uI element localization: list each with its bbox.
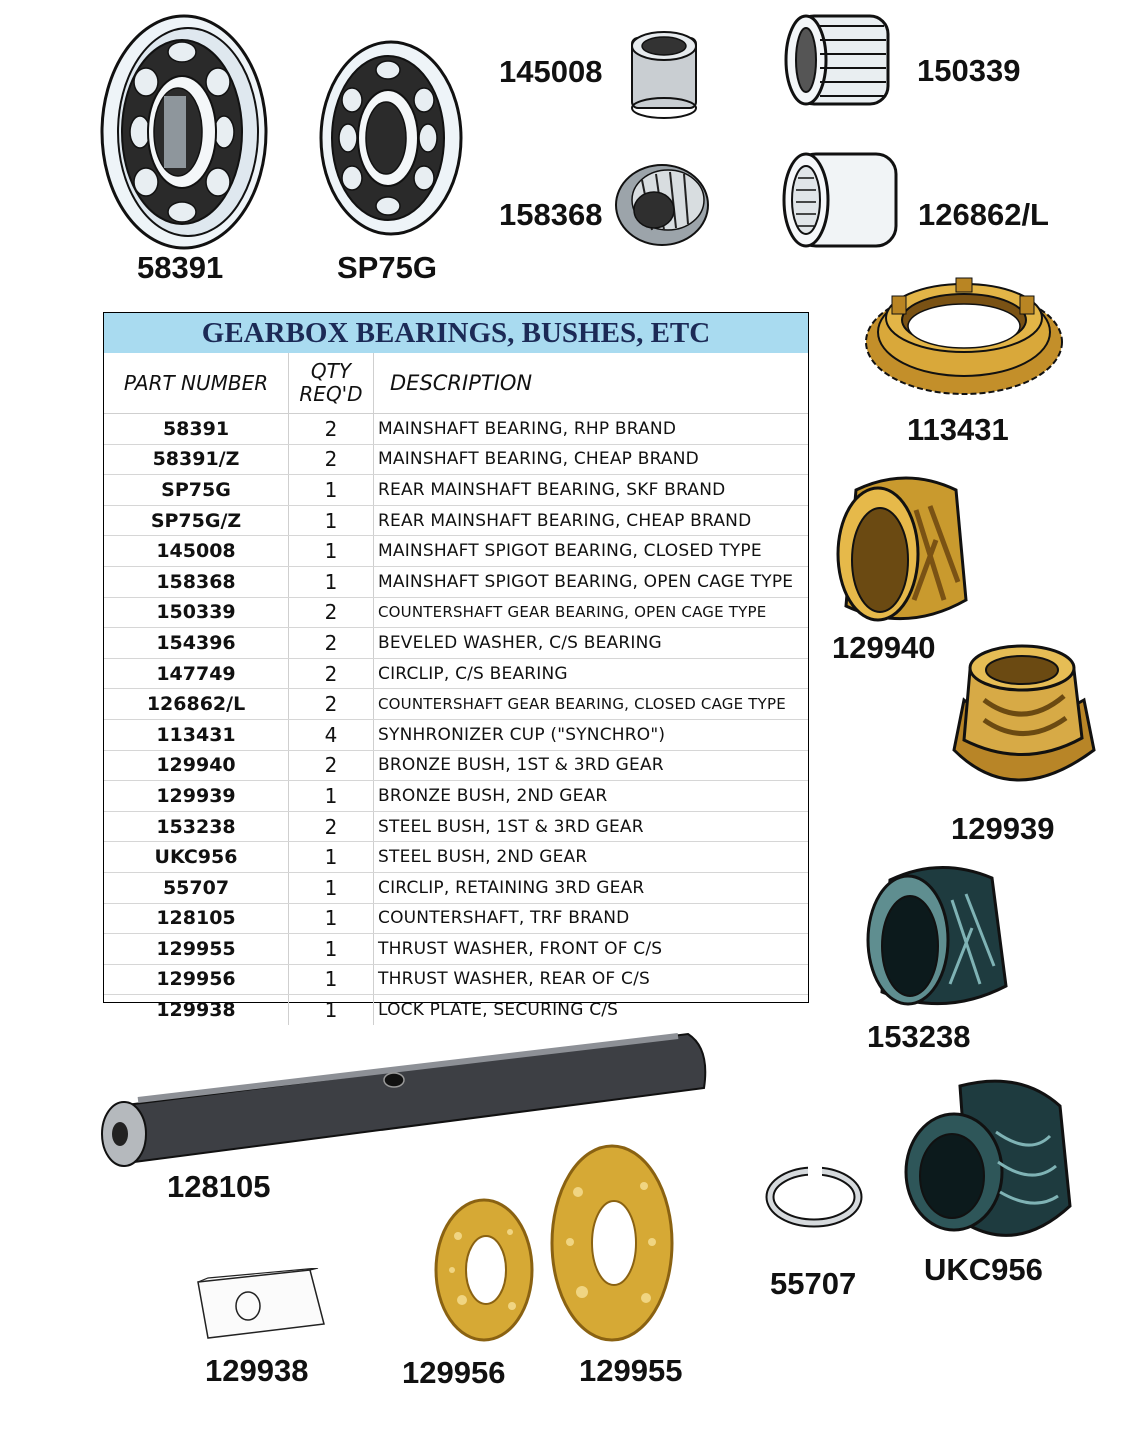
steel-bush-ukc956-image [900, 1076, 1076, 1252]
table-row [104, 720, 808, 751]
cell-part-number: 129940 [104, 751, 289, 781]
column-header-qty [289, 353, 374, 413]
part-label-153238: 153238 [867, 1019, 971, 1054]
table-row [104, 873, 808, 904]
cell-part-number: 153238 [104, 812, 289, 842]
cell-part-number: 58391/Z [104, 445, 289, 475]
cell-qty: 1 [289, 475, 374, 505]
cell-part-number: SP75G/Z [104, 506, 289, 536]
cell-description: BEVELED WASHER, C/S BEARING [378, 632, 662, 653]
cell-qty: 1 [289, 965, 374, 995]
cell-description: MAINSHAFT SPIGOT BEARING, OPEN CAGE TYPE [378, 571, 794, 592]
cell-qty: 2 [289, 751, 374, 781]
part-label-58391: 58391 [137, 250, 224, 285]
bronze-bush-129939-image [934, 640, 1102, 806]
cell-qty: 2 [289, 628, 374, 658]
cell-part-number: 129938 [104, 995, 289, 1025]
cell-part-number: 154396 [104, 628, 289, 658]
table-row [104, 995, 808, 1025]
part-label-sp75g: SP75G [337, 250, 437, 285]
cell-description: COUNTERSHAFT GEAR BEARING, CLOSED CAGE TYPE [378, 695, 786, 714]
cell-description: THRUST WASHER, REAR OF C/S [378, 969, 650, 990]
cell-part-number: 129939 [104, 781, 289, 811]
needle-bearing-150339-image [776, 10, 908, 110]
part-label-129939: 129939 [951, 811, 1055, 846]
thrust-washer-129956-image [432, 1196, 536, 1344]
cell-part-number: 129955 [104, 934, 289, 964]
cell-part-number: 128105 [104, 904, 289, 934]
cell-description: BRONZE BUSH, 1ST & 3RD GEAR [378, 755, 664, 776]
table-title: GEARBOX BEARINGS, BUSHES, ETC [104, 313, 808, 353]
part-label-129940: 129940 [832, 630, 936, 665]
column-header-qty-line1: QTY [310, 359, 352, 383]
cell-qty: 1 [289, 995, 374, 1025]
table-row [104, 689, 808, 720]
column-header-part-number: PART NUMBER [104, 353, 289, 413]
cell-qty: 2 [289, 812, 374, 842]
cell-description: MAINSHAFT SPIGOT BEARING, CLOSED TYPE [378, 541, 762, 562]
table-row [104, 659, 808, 690]
cell-description: COUNTERSHAFT, TRF BRAND [378, 908, 630, 929]
cell-part-number: 58391 [104, 414, 289, 444]
column-header-qty-line2: REQ'D [299, 382, 363, 406]
table-row [104, 536, 808, 567]
thrust-washer-129955-image [548, 1142, 676, 1344]
cell-part-number: 145008 [104, 536, 289, 566]
cell-part-number: 129956 [104, 965, 289, 995]
needle-bearing-158368-image [612, 160, 712, 250]
cell-part-number: SP75G [104, 475, 289, 505]
table-row [104, 445, 808, 476]
ball-bearing-58391-image [98, 12, 270, 252]
table-header-row [104, 353, 808, 414]
bronze-bush-129940-image [826, 470, 976, 636]
cell-part-number: 55707 [104, 873, 289, 903]
table-row [104, 628, 808, 659]
table-row [104, 567, 808, 598]
cell-part-number: 113431 [104, 720, 289, 750]
cell-qty: 4 [289, 720, 374, 750]
cell-qty: 2 [289, 598, 374, 628]
cell-part-number: 126862/L [104, 689, 289, 719]
part-label-129956: 129956 [402, 1355, 506, 1390]
cell-description: LOCK PLATE, SECURING C/S [378, 1000, 619, 1021]
table-row [104, 904, 808, 935]
part-label-128105: 128105 [167, 1169, 271, 1204]
cell-description: SYNHRONIZER CUP ("SYNCHRO") [378, 724, 666, 745]
cell-qty: 1 [289, 873, 374, 903]
table-row [104, 506, 808, 537]
part-label-129955: 129955 [579, 1353, 683, 1388]
part-label-113431: 113431 [907, 412, 1009, 447]
cell-qty: 1 [289, 506, 374, 536]
circlip-55707-image [764, 1164, 864, 1230]
cell-qty: 2 [289, 689, 374, 719]
lock-plate-129938-image [194, 1268, 328, 1340]
column-header-description: DESCRIPTION [390, 371, 533, 395]
table-row [104, 598, 808, 629]
table-row [104, 965, 808, 996]
part-label-55707: 55707 [770, 1266, 857, 1301]
table-body [104, 414, 808, 1025]
cell-part-number: 158368 [104, 567, 289, 597]
cell-qty: 1 [289, 904, 374, 934]
cell-qty: 2 [289, 414, 374, 444]
table-row [104, 934, 808, 965]
cell-part-number: UKC956 [104, 842, 289, 872]
cell-description: REAR MAINSHAFT BEARING, CHEAP BRAND [378, 510, 752, 531]
synchro-ring-113431-image [862, 270, 1066, 400]
cell-part-number: 147749 [104, 659, 289, 689]
cell-qty: 1 [289, 536, 374, 566]
steel-bush-153238-image [860, 860, 1014, 1020]
part-label-150339: 150339 [917, 53, 1021, 88]
needle-bearing-126862l-image [774, 150, 908, 250]
cell-description: CIRCLIP, C/S BEARING [378, 663, 568, 684]
table-row [104, 812, 808, 843]
part-label-126862l: 126862/L [918, 197, 1049, 232]
cell-description: STEEL BUSH, 2ND GEAR [378, 847, 588, 868]
cell-description: MAINSHAFT BEARING, CHEAP BRAND [378, 449, 699, 470]
part-label-158368: 158368 [499, 197, 603, 232]
cell-description: STEEL BUSH, 1ST & 3RD GEAR [378, 816, 644, 837]
cell-qty: 2 [289, 659, 374, 689]
part-label-ukc956: UKC956 [924, 1252, 1043, 1287]
table-row [104, 414, 808, 445]
cell-qty: 1 [289, 781, 374, 811]
cell-description: REAR MAINSHAFT BEARING, SKF BRAND [378, 479, 726, 500]
cell-description: MAINSHAFT BEARING, RHP BRAND [378, 418, 677, 439]
ball-bearing-sp75g-image [318, 38, 464, 238]
needle-bearing-145008-image [620, 24, 710, 120]
cell-part-number: 150339 [104, 598, 289, 628]
cell-description: BRONZE BUSH, 2ND GEAR [378, 785, 608, 806]
cell-qty: 1 [289, 842, 374, 872]
parts-table [103, 312, 809, 1023]
cell-qty: 2 [289, 445, 374, 475]
part-label-145008: 145008 [499, 54, 603, 89]
cell-description: COUNTERSHAFT GEAR BEARING, OPEN CAGE TYPE [378, 603, 767, 622]
cell-qty: 1 [289, 934, 374, 964]
cell-qty: 1 [289, 567, 374, 597]
cell-description: CIRCLIP, RETAINING 3RD GEAR [378, 877, 645, 898]
table-row [104, 475, 808, 506]
part-label-129938: 129938 [205, 1353, 309, 1388]
table-row [104, 751, 808, 782]
cell-description: THRUST WASHER, FRONT OF C/S [378, 938, 663, 959]
table-row [104, 842, 808, 873]
table-row [104, 781, 808, 812]
